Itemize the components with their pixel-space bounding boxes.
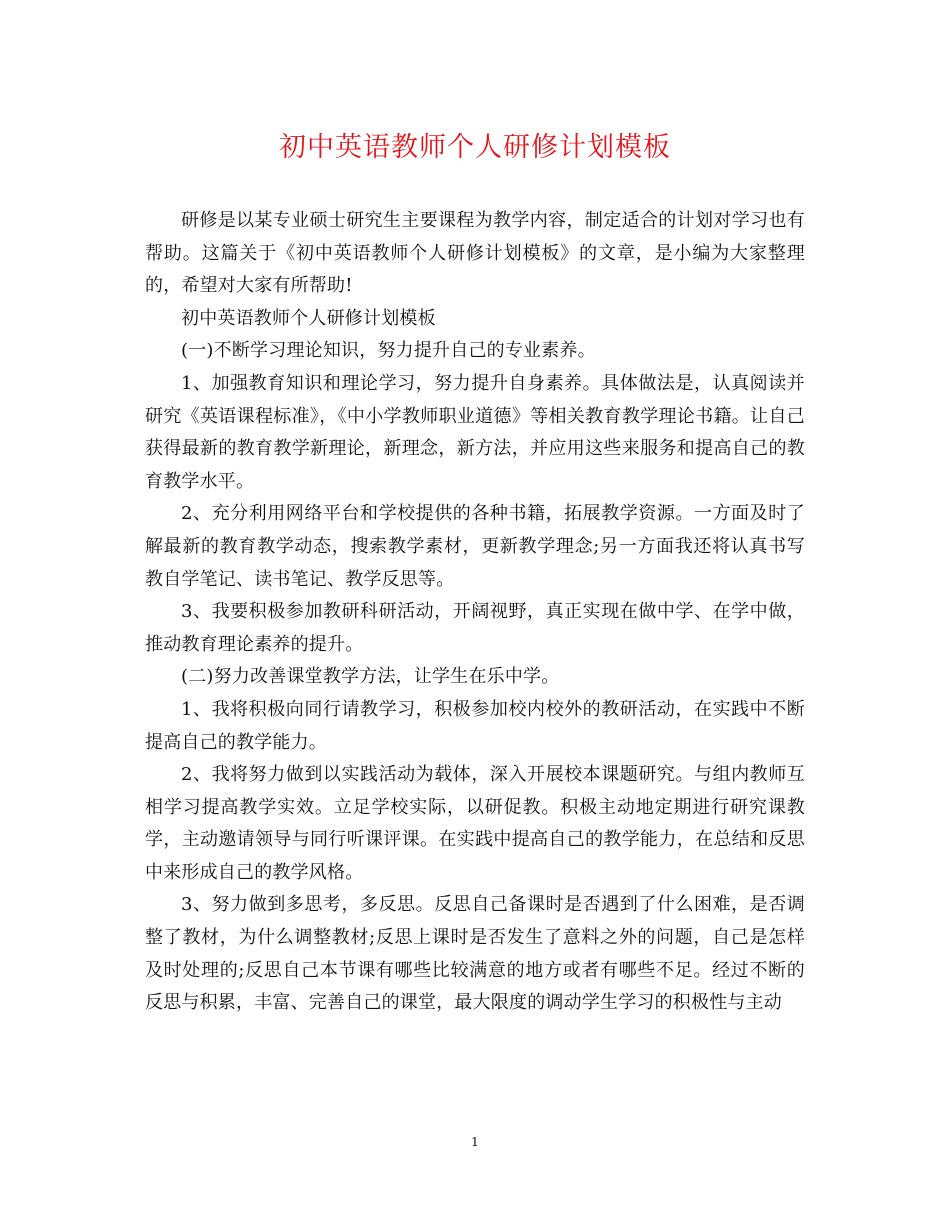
document-body [145, 205, 805, 1020]
page-number: 1 [471, 1135, 479, 1149]
document-title: 初中英语教师个人研修计划模板 [279, 132, 671, 163]
intro-paragraph: 研修是以某专业硕士研究生主要课程为教学内容，制定适合的计划对学习也有帮助。这篇关于《初中英语教师个人研修计划模板》的文章，是小编为大家整理的，希望对大家有所帮助! [145, 210, 805, 297]
section-heading-2: (二)努力改善课堂教学方法，让学生在乐中学。 [181, 666, 560, 688]
body-paragraph: 1、我将积极向同行请教学习，积极参加校内校外的教研活动，在实践中不断提高自己的教学能力。 [145, 698, 805, 753]
body-paragraph: 3、努力做到多思考，多反思。反思自己备课时是否遇到了什么困难，是否调整了教材，为什么调整教材;反思上课时是否发生了意料之外的问题，自己是怎样及时处理的;反思自己本节课有哪些比较满意的地方或者有哪些不足。经过不断的反思与积累，丰富、完善自己的课堂，最大限度的调动学生学习的积极性与主动 [145, 894, 805, 1014]
section-heading-1: (一)不断学习理论知识，努力提升自己的专业素养。 [181, 340, 596, 362]
body-paragraph: 1、加强教育知识和理论学习，努力提升自身素养。具体做法是，认真阅读并研究《英语课程标准》，《中小学教师职业道德》等相关教育教学理论书籍。让自己获得最新的教育教学新理论，新理念，新方法，并应用这些来服务和提高自己的教育教学水平。 [145, 372, 805, 492]
body-paragraph: 2、我将努力做到以实践活动为载体，深入开展校本课题研究。与组内教师互相学习提高教学实效。立足学校实际，以研促教。积极主动地定期进行研究课教学，主动邀请领导与同行听课评课。在实践中提高自己的教学能力，在总结和反思中来形成自己的教学风格。 [145, 764, 805, 883]
subtitle-paragraph: 初中英语教师个人研修计划模板 [181, 307, 436, 329]
body-paragraph: 3、我要积极参加教研科研活动，开阔视野，真正实现在做中学、在学中做，推动教育理论素养的提升。 [145, 601, 805, 655]
body-paragraph: 2、充分利用网络平台和学校提供的各种书籍，拓展教学资源。一方面及时了解最新的教育教学动态，搜索教学素材，更新教学理念;另一方面我还将认真书写教自学笔记、读书笔记、教学反思等。 [145, 503, 805, 590]
